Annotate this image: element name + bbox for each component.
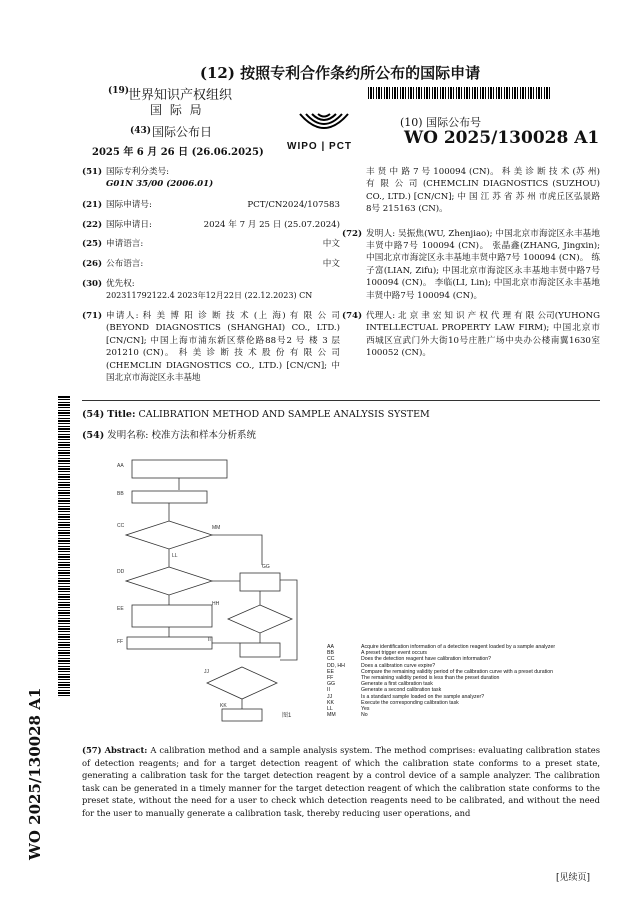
legend-value: Generate a first calibration task: [361, 681, 433, 688]
legend-value: Execute the corresponding calibration task: [361, 699, 459, 706]
legend-key: JJ: [327, 693, 333, 700]
pub-no-value: WO 2025/130028 A1: [404, 128, 600, 148]
node-label: CC: [117, 523, 125, 529]
legend-key: FF: [327, 675, 334, 682]
field-value: 202311792122.4 2023年12月22日 (22.12.2023) CN: [106, 291, 313, 301]
node-label: AA: [117, 463, 124, 469]
field-label: 国际申请号:: [106, 200, 152, 210]
pub-date-code: (43): [130, 126, 152, 136]
node-label: BB: [117, 491, 124, 497]
field-value: G01N 35/00 (2006.01): [106, 179, 214, 190]
field-code: (30): [82, 279, 103, 289]
field-label: Title:: [107, 409, 136, 420]
node-label: II: [208, 637, 211, 643]
top-barcode: [368, 87, 552, 99]
side-barcode: [58, 396, 70, 696]
node-label: JJ: [204, 669, 209, 675]
node-label: EE: [117, 606, 124, 612]
legend-value: Is a standard sample loaded on the sample analyzer?: [361, 693, 485, 700]
field-label: 优先权:: [106, 279, 135, 289]
title-cn: [82, 430, 256, 442]
node-label: DD: [117, 569, 125, 575]
legend-key: LL: [327, 706, 333, 713]
legend-value: Yes: [361, 706, 370, 713]
field-code: (54): [82, 430, 105, 441]
legend-key: CC: [327, 656, 335, 663]
legend-value: Generate a second calibration task: [361, 687, 442, 694]
abstract-text: A calibration method and a sample analysis system. The method comprises: evaluating calibration states of detection reagents; and for a target detection reagent of which the calibration state conforms to a preset state, generating a calibration task for the target detection reagent by a control device of a sample analyzer. The calibration task can be generated in a timely manner for the target detection reagent of which the calibration state conforms to the preset state, without the need for a user to check which detection reagents need to be calibrated, and without the need for the user to manually generate a calibration task, thereby reducing user operations, and: [82, 745, 600, 818]
field-filing-lang: [82, 238, 340, 250]
agent-text: 代理人: 北 京 聿 宏 知 识 产 权 代 理 有 限 公司(YUHONG INTELLECTUAL PROPERTY LAW FIRM); 中国北京市西城区宣武门外大街10号庄胜广场中央办公楼南翼1630室 100052 (CN)。: [366, 311, 600, 359]
pub-no-label: (10) 国际公布号: [400, 116, 482, 129]
field-code: (57): [82, 745, 102, 755]
field-code: (25): [82, 239, 103, 249]
field-code: (51): [82, 167, 103, 177]
legend-key: AA: [327, 644, 334, 650]
abstract: [82, 744, 600, 820]
field-value: PCT/CN2024/107583: [247, 200, 340, 210]
applicant-continued: 丰 贤 中 路 7 号 100094 (CN)。 科 美 诊 断 技 术 (苏 州) 有 限 公 司 (CHEMCLIN DIAGNOSTICS (SUZHOU) CO., LTD.) [CN/CN]; 中 国 江 苏 省 苏 州 市虎丘区弘景路8号 215163 (CN)。: [366, 167, 600, 215]
legend-key: KK: [327, 699, 334, 706]
field-label: 国际专利分类号:: [106, 167, 170, 177]
legend-key: BB: [327, 650, 334, 657]
continued-label: [见续页]: [556, 873, 591, 883]
org-bureau: 国 际 局: [150, 103, 204, 117]
legend-key: EE: [327, 668, 334, 675]
figure-legend: [327, 644, 597, 718]
field-label: 发明名称:: [107, 430, 149, 441]
legend-value: A preset trigger event occurs: [361, 650, 428, 657]
legend-value: The remaining validity period is less than the preset duration: [361, 675, 500, 682]
field-value: 中文: [322, 259, 340, 269]
field-code: (71): [82, 311, 103, 321]
pub-date-value: 2025 年 6 月 26 日 (26.06.2025): [92, 147, 264, 158]
field-label: 公布语言:: [106, 259, 144, 269]
org-name: 世界知识产权组织: [128, 88, 233, 103]
field-app-date: [82, 219, 340, 231]
field-code: (74): [342, 311, 363, 322]
legend-value: Does the detection reagent have calibration information?: [361, 656, 492, 663]
org-code: (19): [108, 86, 130, 96]
node-label: KK: [220, 703, 227, 709]
wipo-logo-text: WIPO | PCT: [287, 141, 353, 152]
field-priority: [82, 278, 340, 303]
node-label: HH: [212, 601, 220, 607]
document-title: (12) 按照专利合作条约所公布的国际申请: [199, 64, 481, 82]
field-app-no: [82, 199, 340, 211]
side-pub-no: WO 2025/130028 A1: [26, 687, 44, 860]
legend-value: No: [361, 712, 368, 719]
figure-caption: 图1: [282, 713, 292, 719]
node-label: MM: [212, 525, 221, 531]
field-label: 国际申请日:: [106, 220, 152, 230]
right-fields: [342, 166, 600, 360]
legend-row: [327, 712, 597, 718]
field-value: 中文: [322, 239, 340, 249]
field-label: Abstract:: [104, 745, 148, 755]
field-code: (26): [82, 259, 103, 269]
field-code: (22): [82, 220, 103, 230]
title-cn-value: 校准方法和样本分析系统: [151, 430, 256, 441]
legend-value: Acquire identification information of a detection reagent loaded by a sample analyzer: [361, 644, 556, 650]
inventors-text: 发明人: 吴振焦(WU, Zhenjiao); 中国北京市海淀区永丰基地丰贤中路7号 100094 (CN)。 张晶鑫(ZHANG, Jingxin); 中国北京市海淀区永丰基地丰贤中路7号 100094 (CN)。 练子富(LIAN, Zifu); 中国北京市海淀区永丰基地丰贤中路7号 100094 (CN)。 李临(LI, Lin); 中国北京市海淀区永丰基地丰贤中路7号 100094 (CN)。: [366, 228, 600, 301]
applicant-text: 申请人: 科 美 博 阳 诊 断 技 术 (上 海) 有 限 公 司 (BEYOND DIAGNOSTICS (SHANGHAI) CO., LTD.) [CN/CN]; 中国上海市浦东新区蔡伦路88号2 号 楼 3 层 201210 (CN)。 科 美 诊 断 技 术 股 份 有 限 公 司 (CHEMCLIN DIAGNOSTICS CO., LTD.) [CN/CN]; 中国北京市海淀区永丰基地: [106, 311, 340, 384]
field-code: (72): [342, 228, 363, 239]
field-pub-lang: [82, 258, 340, 270]
legend-key: MM: [327, 712, 336, 719]
title-en: [82, 409, 430, 421]
title-en-value: CALIBRATION METHOD AND SAMPLE ANALYSIS SYSTEM: [138, 409, 430, 420]
field-value: 2024 年 7 月 25 日 (25.07.2024): [203, 220, 340, 230]
legend-key: GG: [327, 681, 336, 688]
node-label: FF: [117, 639, 124, 645]
node-label: GG: [262, 564, 270, 570]
field-ipc: [82, 166, 340, 191]
node-label: LL: [172, 553, 178, 559]
field-label: 申请语言:: [106, 239, 144, 249]
field-code: (21): [82, 200, 103, 210]
field-code: (54): [82, 409, 105, 420]
wipo-emblem-icon: [296, 112, 352, 140]
pub-date-label: 国际公布日: [152, 125, 213, 139]
flowchart: [112, 455, 322, 735]
legend-key: DD, HH: [327, 662, 345, 669]
field-agent: [342, 310, 600, 360]
legend-key: II: [327, 687, 330, 694]
legend-value: Does a calibration curve expire?: [361, 662, 436, 669]
divider: [82, 400, 600, 401]
field-inventors: [342, 228, 600, 302]
legend-value: Compare the remaining validity period of the calibration curve with a preset duration: [361, 668, 554, 675]
field-applicant: [82, 310, 340, 384]
